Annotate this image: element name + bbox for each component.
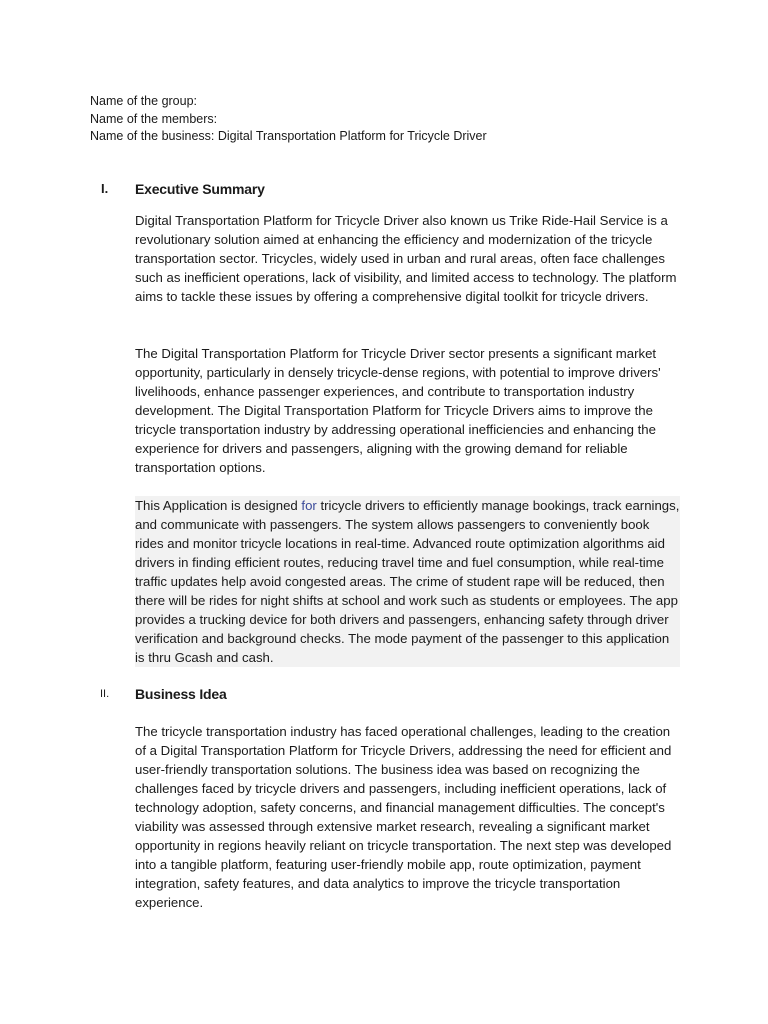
members-name-line: Name of the members: (90, 111, 218, 126)
executive-summary-paragraph-3 (135, 496, 680, 667)
paragraph-text-after: tricycle drivers to efficiently manage bookings, track earnings, and communicate with passengers. The system allows passengers to conveniently book rides and monitor tricycle locations in real-time. Advanced route optimization algorithms aid drivers in finding efficient routes, reducing travel time and fuel consumption, while real-time traffic updates help avoid congested areas. The crime of student rape will be reduced, then there will be rides for night shifts at school and work such as students or employees. The app provides a trucking device for both drivers and passengers, enhancing safety through driver verification and background checks. The mode payment of the passenger to this application is thru Gcash and cash. (135, 498, 680, 665)
section-heading-business-idea (0, 683, 768, 705)
section-number: II. (100, 688, 110, 700)
section-heading-executive-summary (0, 178, 768, 200)
business-idea-paragraph-1: The tricycle transportation industry has faced operational challenges, leading to the creation of a Digital Transportation Platform for Tricycle Drivers, addressing the need for efficient and user-friendly transportation solutions. The business idea was based on recognizing the challenges faced by tricycle drivers and passengers, including inefficient operations, lack of technology adoption, safety concerns, and financial management difficulties. The concept's viability was assessed through extensive market research, revealing a significant market opportunity in regions heavily reliant on tricycle transportation. The next step was developed into a tangible platform, featuring user-friendly mobile app, route optimization, payment integration, safety features, and data analytics to improve the tricycle transportation experience. (135, 724, 672, 910)
highlighted-word: for (301, 498, 317, 513)
paragraph-text-before: This Application is designed (135, 498, 302, 513)
group-name-line: Name of the group: (90, 94, 198, 108)
document-header (90, 93, 487, 146)
section-title: Business Idea (135, 686, 227, 702)
executive-summary-paragraph-2: The Digital Transportation Platform for Tricycle Driver sector presents a significant market opportunity, particularly in densely tricycle-dense regions, with potential to improve drivers' livelihoods, enhance passenger experiences, and contribute to transportation industry development. The Digital Transportation Platform for Tricycle Drivers aims to improve the tricycle transportation industry by addressing operational inefficiencies and enhancing the experience for drivers and passengers, aligning with the growing demand for reliable transportation options. (135, 346, 661, 475)
business-name-line: Name of the business: Digital Transportation Platform for Tricycle Driver (90, 129, 487, 143)
executive-summary-paragraph-1: Digital Transportation Platform for Tricycle Driver also known us Trike Ride-Hail Service is a revolutionary solution aimed at enhancing the efficiency and modernization of the tricycle transportation sector. Tricycles, widely used in urban and rural areas, often face challenges such as inefficient operations, lack of visibility, and limited access to technology. The platform aims to tackle these issues by offering a comprehensive digital toolkit for tricycle drivers. (135, 213, 677, 304)
section-number: I. (101, 181, 109, 196)
section-title: Executive Summary (135, 181, 265, 197)
